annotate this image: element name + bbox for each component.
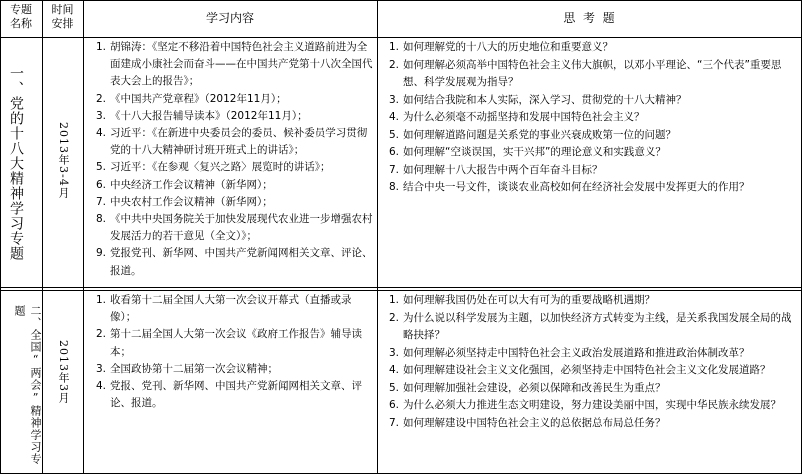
section-1-topic: 一、党的十八大精神学习专题 <box>8 66 24 261</box>
table-border-top <box>0 0 802 1</box>
question-item: 3 . 如何结合我院和本人实际，深入学习、贯彻党的十八大精神？ <box>381 92 797 110</box>
content-item: 1 . 胡锦涛：《坚定不移沿着中国特色社会主义道路前进为全面建成小康社会而奋斗——在中国共产党第十八次全国代表大会上的报告》； <box>88 39 374 91</box>
content-item: 3 . 《十八大报告辅导读本》（2012年11月）； <box>88 108 374 125</box>
section-2-content-list <box>88 292 374 412</box>
section-divider <box>0 287 802 288</box>
header-time-line1: 时间 <box>51 3 74 16</box>
content-item: 8 . 《中共中央国务院关于加快发展现代农业进一步增强农村发展活力的若干意见（全文）》； <box>88 211 374 245</box>
question-item: 4 . 为什么必须毫不动摇坚持和发展中国特色社会主义？ <box>381 109 797 127</box>
question-item: 4 . 如何理解建设社会主义文化强国，必须坚持走中国特色社会主义文化发展道路？ <box>381 362 797 380</box>
question-item: 7 . 如何理解十八大报告中两个百年奋斗目标？ <box>381 162 797 180</box>
section-divider-inner <box>0 290 802 291</box>
header-topic <box>0 3 42 31</box>
content-item: 4 . 习近平：《在新进中央委员会的委员、候补委员学习贯彻党的十八大精神研讨班开班式上的讲话》； <box>88 125 374 159</box>
question-item: 1 . 如何理解我国仍处在可以大有可为的重要战略机遇期？ <box>381 292 797 310</box>
question-item: 5 . 如何理解道路问题是关系党的事业兴衰成败第一位的问题？ <box>381 127 797 145</box>
content-item: 2 . 第十二届全国人大第一次会议《政府工作报告》辅导读本； <box>88 326 374 360</box>
header-divider <box>0 37 802 38</box>
header-topic-line1: 专题 <box>10 3 32 16</box>
header-content: 学习内容 <box>205 11 254 25</box>
question-item: 1 . 如何理解党的十八大的历史地位和重要意义？ <box>381 39 797 57</box>
section-1-content-list <box>88 39 374 280</box>
column-divider <box>377 0 378 474</box>
header-topic-line2: 名称 <box>10 17 32 30</box>
content-item: 9 . 党报党刊、新华网、中国共产党新闻网相关文章、评论、报道。 <box>88 245 374 279</box>
header-time-line2: 安排 <box>51 17 74 30</box>
header-time <box>42 3 83 31</box>
section-2-time: 2013年3月 <box>57 340 70 404</box>
content-item: 2 . 《中国共产党章程》（2012年11月）； <box>88 91 374 108</box>
question-item: 8 . 结合中央一号文件，谈谈农业高校如何在经济社会发展中发挥更大的作用？ <box>381 179 797 197</box>
section-1-question-list <box>381 39 797 197</box>
question-item: 3 . 如何理解必须坚持走中国特色社会主义政治发展道路和推进政治体制改革？ <box>381 345 797 363</box>
column-divider <box>83 0 84 474</box>
section-2-topic: 二、全国“两会”精神学习专题 <box>13 305 42 465</box>
section-2-question-list <box>381 292 797 432</box>
header-questions: 思 考 题 <box>563 11 615 25</box>
question-item: 2 . 如何理解必须高举中国特色社会主义伟大旗帜，以邓小平理论、“三个代表”重要思想、科学发展观为指导？ <box>381 57 797 92</box>
section-1-time: 2013年3-4月 <box>57 122 70 199</box>
content-item: 7 . 中央农村工作会议精神（新华网）； <box>88 194 374 211</box>
question-item: 6 . 如何理解“空谈误国，实干兴邦”的理论意义和实践意义？ <box>381 144 797 162</box>
question-item: 7 . 如何理解建设中国特色社会主义的总依据总布局总任务？ <box>381 415 797 433</box>
content-item: 3 . 全国政协第十二届第一次会议精神； <box>88 361 374 378</box>
content-item: 4 . 党报、党刊、新华网、中国共产党新闻网相关文章、评论、报道。 <box>88 378 374 412</box>
content-item: 6 . 中央经济工作会议精神（新华网）； <box>88 177 374 194</box>
content-item: 5 . 习近平：《在参观〈复兴之路〉展览时的讲话》； <box>88 159 374 176</box>
content-item: 1 . 收看第十二届全国人大第一次会议开幕式（直播或录像）； <box>88 292 374 326</box>
question-item: 5 . 如何理解加强社会建设，必须以保障和改善民生为重点？ <box>381 380 797 398</box>
question-item: 6 . 为什么必须大力推进生态文明建设，努力建设美丽中国，实现中华民族永续发展？ <box>381 397 797 415</box>
table-border-left <box>0 0 1 474</box>
question-item: 2 . 为什么说以科学发展为主题，以加快经济方式转变为主线，是关系我国发展全局的战略抉择？ <box>381 310 797 345</box>
